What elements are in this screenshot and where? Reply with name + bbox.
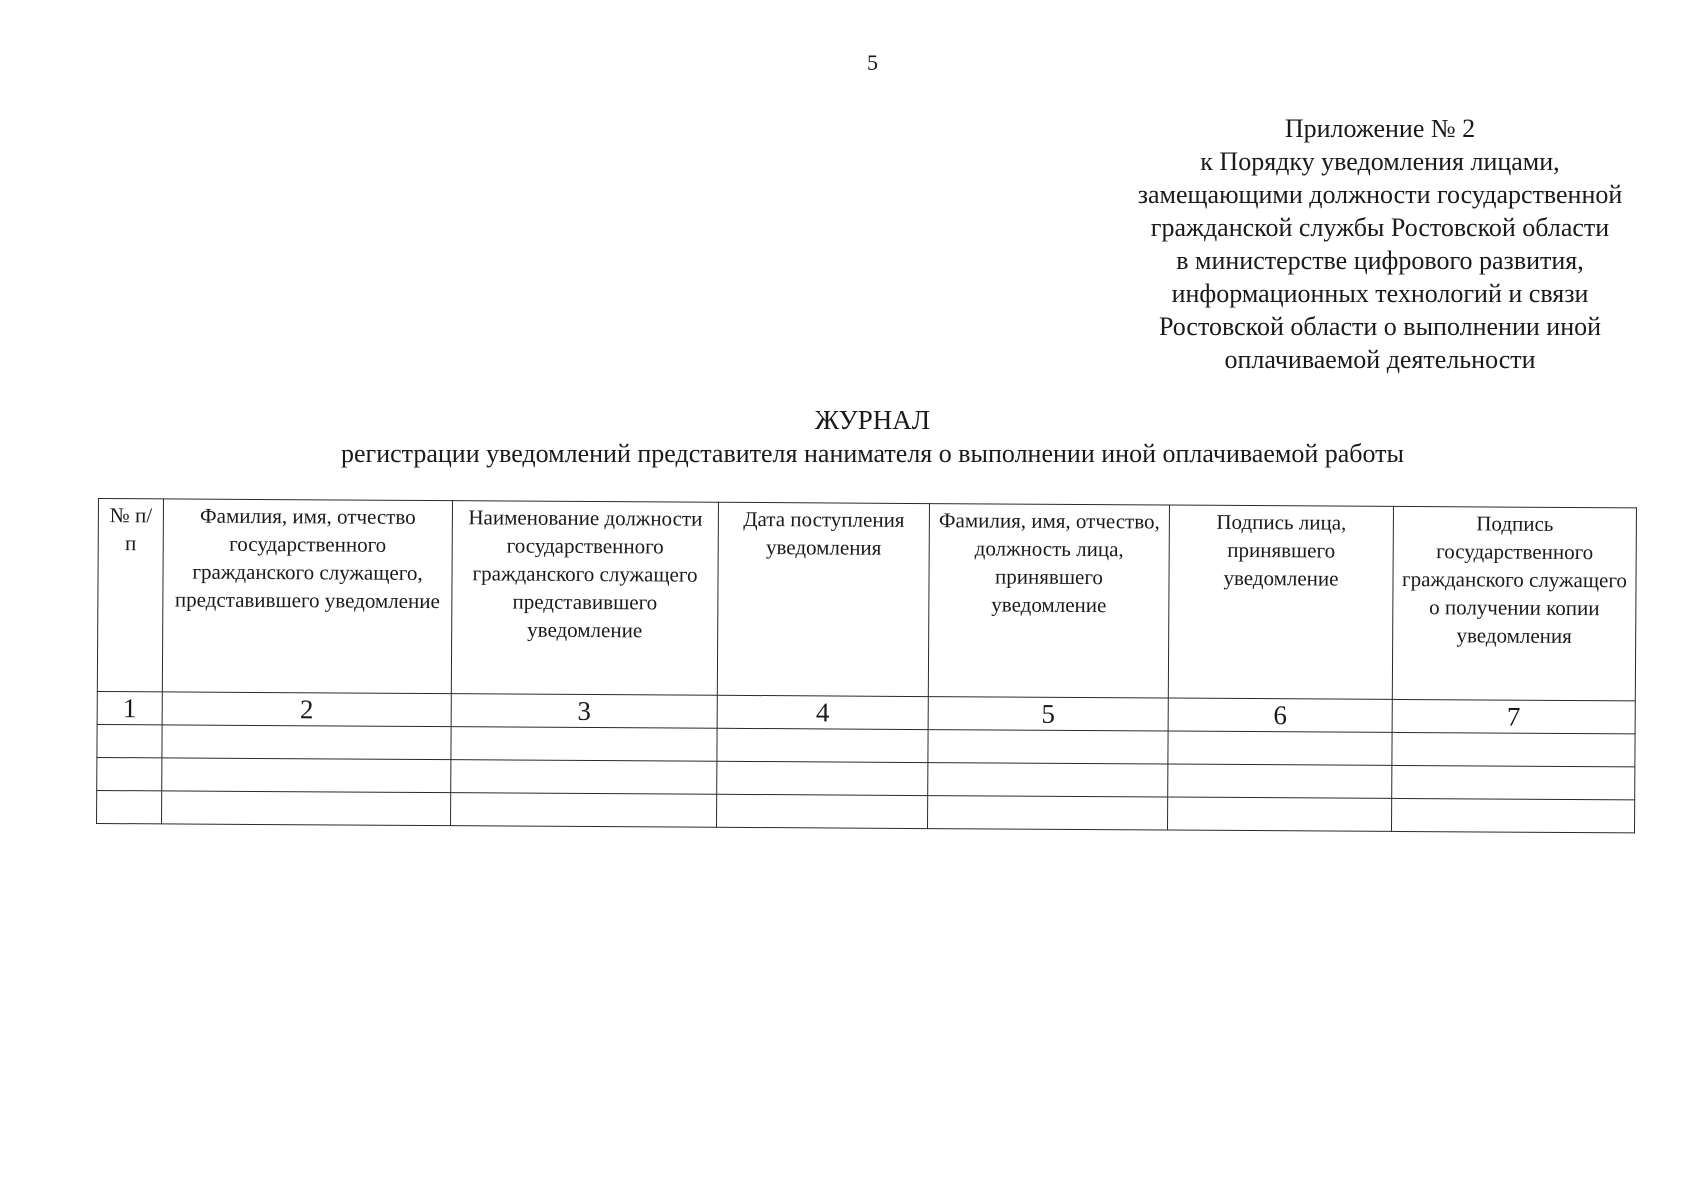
appendix-block: [1100, 112, 1660, 376]
header-cell-receipt-date: Дата поступления уведомления: [717, 502, 929, 696]
table-cell: [162, 758, 451, 793]
appendix-line: гражданской службы Ростовской области: [1150, 213, 1610, 242]
table-cell: [1167, 797, 1391, 831]
page-number: 5: [867, 50, 878, 75]
column-number: 7: [1392, 699, 1635, 733]
column-number: 3: [451, 694, 717, 729]
table-cell: [451, 727, 717, 762]
table-cell: [928, 763, 1168, 797]
appendix-line: в министерстве цифрового развития,: [1176, 246, 1584, 275]
table-cell: [451, 793, 717, 828]
column-number: 4: [717, 695, 928, 729]
table-cell: [451, 760, 717, 795]
table-cell: [1168, 764, 1392, 798]
appendix-line: к Порядку уведомления лицами,: [1200, 147, 1560, 176]
appendix-line: информационных технологий и связи: [1171, 279, 1589, 308]
table-cell: [717, 728, 928, 762]
table-cell: [97, 724, 162, 757]
journal-title: ЖУРНАЛ: [814, 405, 931, 435]
column-number: 1: [97, 691, 162, 724]
header-cell-position: Наименование должности государственного гражданского служащего представившего уведомление: [451, 501, 718, 696]
table-cell: [717, 761, 928, 795]
table-cell: [1392, 765, 1635, 799]
table-cell: [927, 796, 1167, 830]
header-cell-receiver-signature: Подпись лица, принявшего уведомление: [1168, 505, 1393, 699]
table-cell: [162, 725, 451, 760]
column-number: 2: [162, 692, 451, 727]
table-cell: [1392, 732, 1635, 766]
table-cell: [717, 794, 928, 828]
table-cell: [97, 790, 162, 823]
column-number: 5: [928, 697, 1168, 731]
header-cell-employee-name: Фамилия, имя, отчество государственного гражданского служащего, представившего уведомление: [162, 499, 452, 694]
table-cell: [1391, 798, 1634, 832]
column-number: 6: [1168, 698, 1392, 732]
header-cell-receiver-name: Фамилия, имя, отчество, должность лица, принявшего уведомление: [928, 504, 1169, 698]
appendix-line: Ростовской области о выполнении иной: [1158, 312, 1602, 341]
appendix-line: замещающими должности государственной: [1137, 180, 1623, 209]
header-cell-employee-signature: Подпись государственного гражданского служащего о получении копии уведомления: [1392, 506, 1636, 700]
journal-subtitle: регистрации уведомлений представителя нанимателя о выполнении иной оплачиваемой работы: [340, 439, 1405, 468]
header-cell-number: № п/п: [97, 499, 163, 692]
header-row: [97, 499, 1636, 701]
table-cell: [162, 791, 451, 826]
journal-table: [96, 498, 1637, 833]
table-cell: [928, 730, 1168, 764]
table-cell: [1168, 731, 1392, 765]
appendix-line: Приложение № 2: [1284, 114, 1476, 143]
appendix-line: оплачиваемой деятельности: [1224, 345, 1536, 374]
table-cell: [97, 757, 162, 790]
